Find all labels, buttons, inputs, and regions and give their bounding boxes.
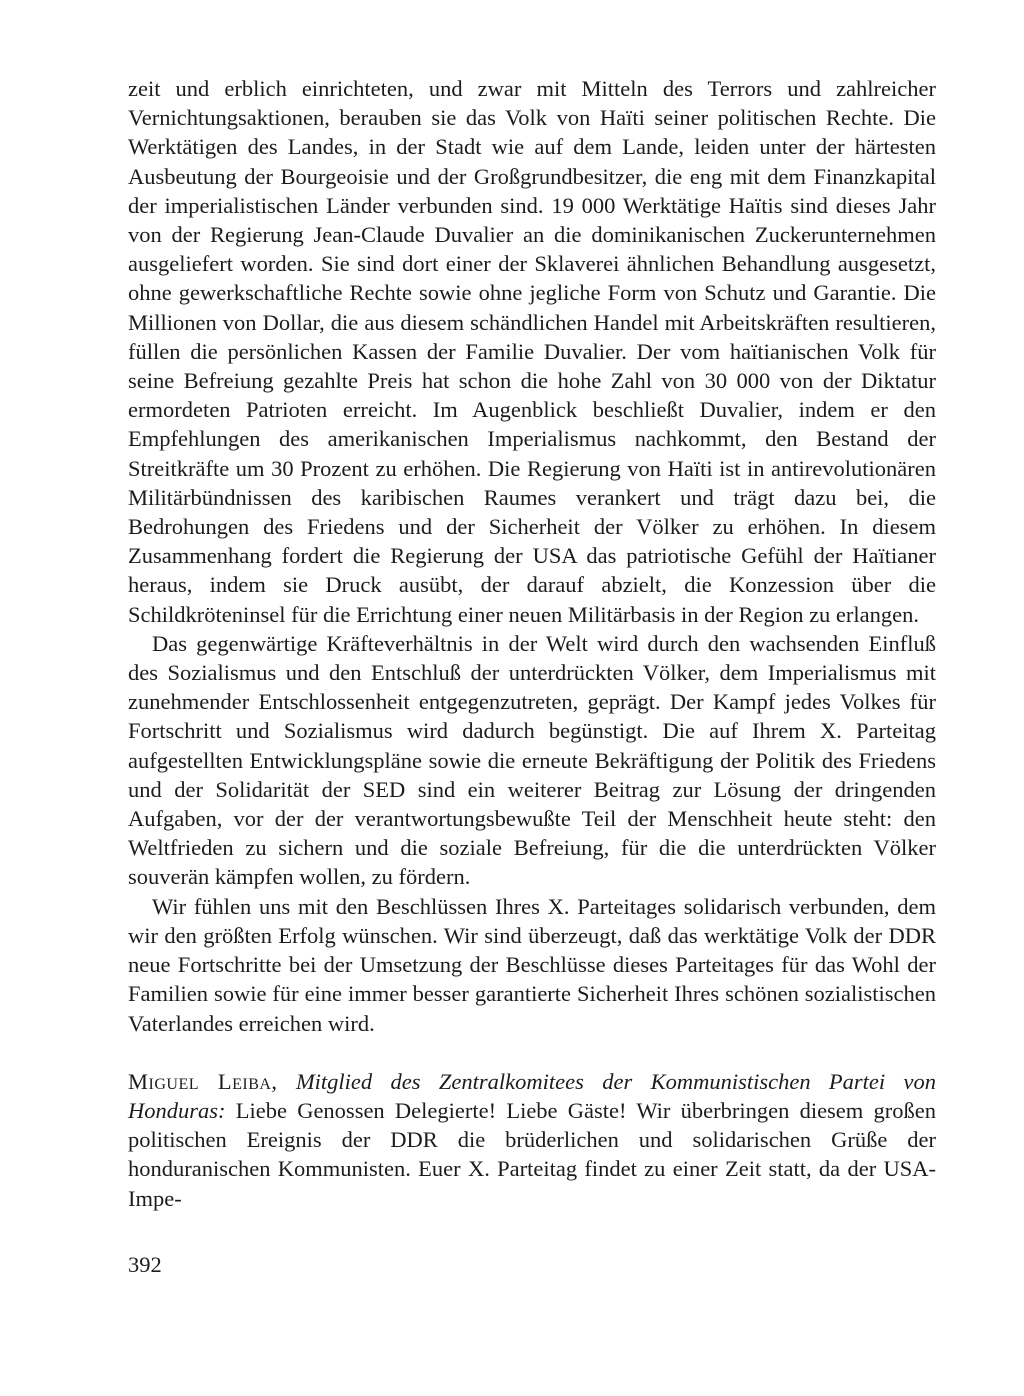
speech-text: Liebe Genossen Delegierte! Liebe Gäste! Wir überbringen diesem großen politischen Ereignis der DDR die brüderlichen und solidarischen Grüße der honduranischen Kommunisten. Euer X. Parteitag findet zu einer Zeit statt, da der USA-Impe-: [128, 1097, 937, 1211]
paragraph-2: Das gegenwärtige Kräfteverhältnis in der Welt wird durch den wachsenden Einfluß des Sozialismus und den Entschluß der unterdrückten Völker, dem Imperialismus mit zunehmender Entschlossenheit entgegenzutreten, geprägt. Der Kampf jedes Volkes für Fortschritt und Sozialismus wird dadurch begünstigt. Die auf Ihrem X. Parteitag aufgestellten Entwicklungspläne sowie die erneute Bekräftigung der Politik des Friedens und der Solidarität der SED sind ein weiterer Beitrag zur Lösung der dringenden Aufgaben, vor der der verantwortungsbewußte Teil der Menschheit heute steht: den Weltfrieden zu sichern und die soziale Befreiung, für die die unterdrückten Völker souverän kämpfen wollen, zu fördern.: [128, 630, 936, 890]
paragraph-1: zeit und erblich einrichteten, und zwar mit Mitteln des Terrors und zahlreicher Vernichtungsaktionen, berauben sie das Volk von Haïti seiner politischen Rechte. Die Werktätigen des Landes, in der Stadt wie auf dem Lande, leiden unter der härtesten Ausbeutung der Bourgeoisie und der Großgrundbesitzer, die eng mit dem Finanzkapital der imperialistischen Länder verbunden sind. 19 000 Werktätige Haïtis sind dieses Jahr von der Regierung Jean-Claude Duvalier an die dominikanischen Zuckerunternehmen ausgeliefert worden. Sie sind dort einer der Sklaverei ähnlichen Behandlung ausgesetzt, ohne gewerkschaftliche Rechte sowie ohne jegliche Form von Schutz und Garantie. Die Millionen von Dollar, die aus diesem schändlichen Handel mit Arbeitskräften resultieren, füllen die persönlichen Kassen der Familie Duvalier. Der vom haïtianischen Volk für seine Befreiung gezahlte Preis hat schon die hohe Zahl von 30 000 von der Diktatur ermordeten Patrioten erreicht. Im Augenblick beschließt Duvalier, indem er den Empfehlungen des amerikanischen Imperialismus nachkommt, den Bestand der Streitkräfte um 30 Prozent zu erhöhen. Die Regierung von Haïti ist in antirevolutionären Militärbündnissen des karibischen Raumes verankert und trägt dazu bei, die Bedrohungen des Friedens und der Sicherheit der Völker zu erhöhen. In diesem Zusammenhang fordert die Regierung der USA das patriotische Gefühl der Haïtianer heraus, indem sie Druck ausübt, der darauf abzielt, die Konzession über die Schildkröteninsel für die Errichtung einer neuen Militärbasis in der Region zu erlangen.: [128, 76, 936, 627]
page-body: [128, 74, 936, 1213]
paragraph-3: Wir fühlen uns mit den Beschlüssen Ihres X. Parteitages solidarisch verbunden, dem wir den größten Erfolg wünschen. Wir sind überzeugt, daß das werktätige Volk der DDR neue Fortschritte bei der Umsetzung der Beschlüsse dieses Parteitages für das Wohl der Familien sowie für eine immer besser garantierte Sicherheit Ihres schönen sozialistischen Vaterlandes erreichen wird.: [128, 893, 936, 1036]
page-number: 392: [128, 1252, 162, 1277]
speaker-name: Miguel Leiba,: [128, 1068, 278, 1094]
speech-paragraph: [128, 1067, 936, 1213]
speaker-role: Mitglied des Zentralkomitees der Kommunistischen Partei von Honduras:: [128, 1068, 937, 1123]
